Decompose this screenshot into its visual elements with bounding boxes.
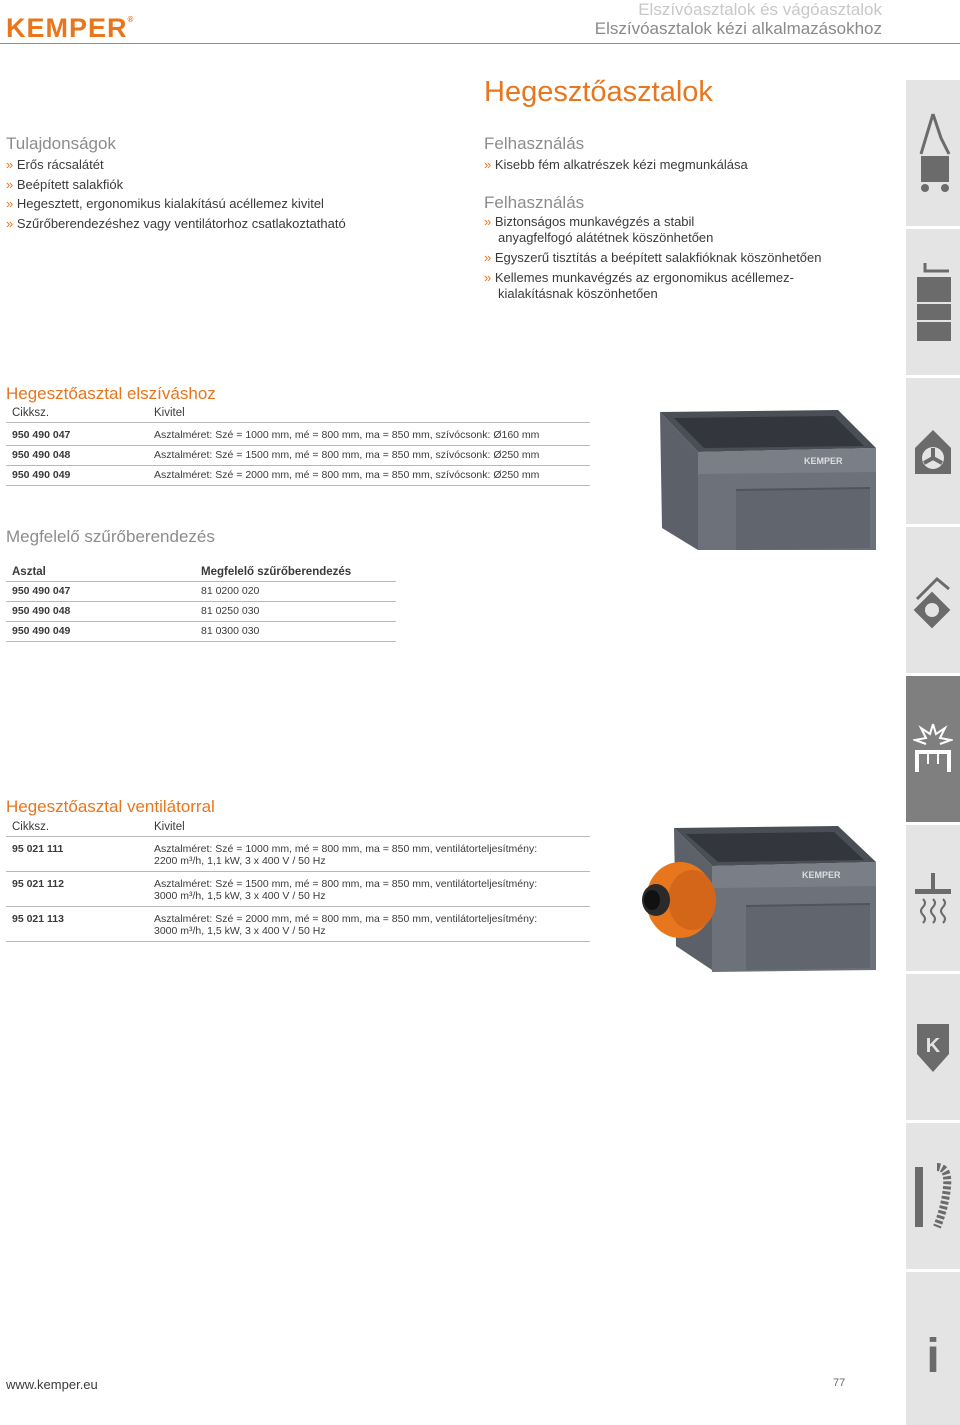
tab-fan[interactable] <box>906 378 960 524</box>
brand-label: KEMPER <box>802 870 841 880</box>
hood-extraction-icon <box>913 871 953 927</box>
tab-stationary-filter[interactable] <box>906 229 960 375</box>
kemper-logo: KEMPER® <box>6 13 135 43</box>
cell-code: 95 021 113 <box>6 907 148 942</box>
sidebar-nav <box>906 80 960 1425</box>
welding-table-fan-image <box>634 820 880 978</box>
table-header-row <box>6 404 590 423</box>
benefits-list <box>484 214 822 302</box>
cell-table: 950 490 049 <box>6 622 195 642</box>
table-header-row <box>6 563 396 582</box>
tab-mobile-extractor[interactable] <box>906 80 960 226</box>
table1 <box>6 404 590 486</box>
column-header-desc: Kivitel <box>148 404 590 423</box>
table-row <box>6 837 590 872</box>
table-row <box>6 602 396 622</box>
cell-code: 950 490 049 <box>6 466 148 486</box>
table-row <box>6 423 590 446</box>
hoses-icon <box>913 1163 953 1231</box>
tab-extraction-arm[interactable] <box>906 527 960 673</box>
list-item: » Szűrőberendezéshez vagy ventilátorhoz csatlakoztatható <box>6 215 346 231</box>
table1-heading: Hegesztőasztal elszíváshoz <box>6 384 216 403</box>
column-header-code: Cikksz. <box>6 404 148 423</box>
tab-kemper[interactable] <box>906 974 960 1120</box>
cell-desc: Asztalméret: Szé = 1000 mm, mé = 800 mm, ma = 850 mm, ventilátorteljesítmény: 2200 m³/h, 1,1 kW, 3 x 400 V / 50 Hz <box>148 837 590 872</box>
table-header-row <box>6 818 590 837</box>
table-row <box>6 907 590 942</box>
kemper-k-icon <box>913 1020 953 1076</box>
table3 <box>6 818 590 942</box>
cell-table: 950 490 048 <box>6 602 195 622</box>
table-row <box>6 466 590 486</box>
cell-code: 950 490 048 <box>6 446 148 466</box>
cell-filter: 81 0250 030 <box>195 602 396 622</box>
table-row <box>6 622 396 642</box>
column-header-filter: Megfelelő szűrőberendezés <box>195 563 396 582</box>
stationary-filter-icon <box>913 259 953 345</box>
tab-info[interactable] <box>906 1272 960 1425</box>
properties-heading: Tulajdonságok <box>6 134 116 153</box>
table2-heading: Megfelelő szűrőberendezés <box>6 527 215 546</box>
cell-filter: 81 0200 020 <box>195 582 396 602</box>
tab-hoses[interactable] <box>906 1123 960 1269</box>
fan-icon <box>913 428 953 478</box>
cell-desc: Asztalméret: Szé = 2000 mm, mé = 800 mm, ma = 850 mm, szívócsonk: Ø250 mm <box>148 466 590 486</box>
svg-text:i: i <box>926 1330 940 1378</box>
extraction-arm-icon <box>913 573 953 629</box>
mobile-extractor-icon <box>913 110 953 196</box>
benefits-heading: Felhasználás <box>484 193 585 212</box>
list-item: » Kellemes munkavégzés az ergonomikus acéllemez- kialakításnak köszönhetően <box>484 270 794 301</box>
cell-desc: Asztalméret: Szé = 1000 mm, mé = 800 mm, ma = 850 mm, szívócsonk: Ø160 mm <box>148 423 590 446</box>
welding-table-image <box>638 400 880 565</box>
cell-code: 950 490 047 <box>6 423 148 446</box>
header-divider <box>0 43 960 44</box>
header-subcategory: Elszívóasztalok kézi alkalmazásokhoz <box>594 19 882 38</box>
list-item: » Biztonságos munkavégzés a stabil anyagfelfogó alátétnek köszönhetően <box>484 214 714 245</box>
list-item: » Kisebb fém alkatrészek kézi megmunkálása <box>484 157 748 172</box>
column-header-desc: Kivitel <box>148 818 590 837</box>
cell-filter: 81 0300 030 <box>195 622 396 642</box>
brand-label: KEMPER <box>804 456 843 466</box>
cell-desc: Asztalméret: Szé = 2000 mm, mé = 800 mm, ma = 850 mm, ventilátorteljesítmény: 3000 m³/h, 1,5 kW, 3 x 400 V / 50 Hz <box>148 907 590 942</box>
table-row <box>6 582 396 602</box>
list-item: » Egyszerű tisztítás a beépített salakfióknak köszönhetően <box>484 250 822 265</box>
cell-code: 95 021 112 <box>6 872 148 907</box>
tab-welding-table[interactable] <box>906 676 960 822</box>
list-item: » Beépített salakfiók <box>6 176 124 192</box>
svg-text:K: K <box>925 1035 941 1057</box>
footer-url[interactable]: www.kemper.eu <box>6 1377 98 1392</box>
list-item: » Erős rácsalátét <box>6 157 104 172</box>
column-header-table: Asztal <box>6 563 195 582</box>
column-header-code: Cikksz. <box>6 818 148 837</box>
page-number: 77 <box>833 1377 846 1389</box>
tab-hood-extraction[interactable] <box>906 825 960 971</box>
table-row <box>6 446 590 466</box>
page-title: Hegesztőasztalok <box>484 76 713 108</box>
cell-table: 950 490 047 <box>6 582 195 602</box>
usage-list <box>484 155 748 175</box>
cell-desc: Asztalméret: Szé = 1500 mm, mé = 800 mm, ma = 850 mm, szívócsonk: Ø250 mm <box>148 446 590 466</box>
list-item: » Hegesztett, ergonomikus kialakítású acéllemez kivitel <box>6 196 324 211</box>
cell-desc: Asztalméret: Szé = 1500 mm, mé = 800 mm, ma = 850 mm, ventilátorteljesítmény: 3000 m³/h, 1,5 kW, 3 x 400 V / 50 Hz <box>148 872 590 907</box>
table3-heading: Hegesztőasztal ventilátorral <box>6 797 215 816</box>
info-icon <box>913 1322 953 1378</box>
welding-table-icon <box>913 722 953 778</box>
usage-heading: Felhasználás <box>484 134 585 153</box>
properties-list <box>6 155 346 233</box>
table2 <box>6 563 396 642</box>
cell-code: 95 021 111 <box>6 837 148 872</box>
table-row <box>6 872 590 907</box>
header-category: Elszívóasztalok és vágóasztalok <box>638 0 882 19</box>
